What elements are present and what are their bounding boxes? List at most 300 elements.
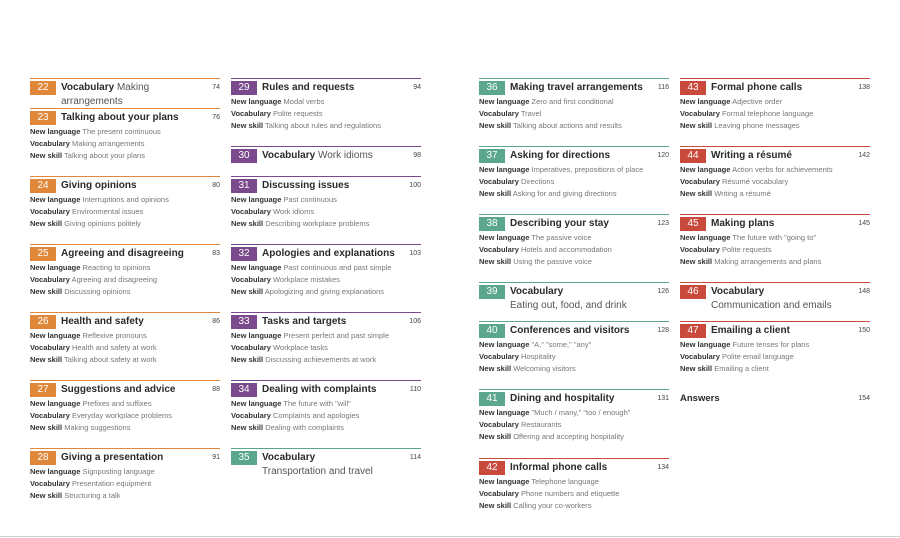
detail-label: New skill [231,355,264,364]
chapter-number-badge: 28 [30,451,56,465]
chapter-subtitle: Eating out, food, and drink [510,300,627,311]
detail-text: Apologizing and giving explanations [263,287,385,296]
toc-entry-41[interactable] [479,389,669,443]
detail-label: New skill [231,287,264,296]
detail-line [479,108,669,120]
detail-label: Vocabulary [30,275,70,284]
detail-text: Hospitality [518,352,556,361]
detail-text: Signposting language [80,467,155,476]
detail-text: "Much / many," "too / enough" [529,408,631,417]
detail-line [680,188,870,200]
detail-line [30,206,220,218]
chapter-title-text: Vocabulary [262,150,318,161]
chapter-title [510,149,653,163]
detail-line [30,478,220,490]
detail-label: New language [30,331,81,340]
page-number: 131 [657,395,669,402]
detail-text: Reacting to opinions [80,263,151,272]
detail-text: Writing a résumé [712,189,771,198]
chapter-title [510,392,653,406]
detail-label: New language [479,477,530,486]
detail-line [479,476,669,488]
detail-text: Dealing with complaints [263,423,344,432]
detail-label: New skill [479,257,512,266]
page-number: 88 [212,386,220,393]
detail-label: New language [30,263,81,272]
toc-entry-45[interactable] [680,214,870,268]
detail-label: Vocabulary [30,207,70,216]
detail-label: New skill [30,491,63,500]
page-number: 83 [212,250,220,257]
detail-line [479,407,669,419]
chapter-title [510,285,653,312]
chapter-number-badge: 34 [231,383,257,397]
detail-text: Present perfect and past simple [281,331,389,340]
chapter-title [61,247,208,261]
chapter-title-text: Formal phone calls [711,82,803,93]
chapter-title [510,461,653,475]
chapter-title [262,179,405,193]
page-number: 134 [657,464,669,471]
detail-line [231,342,421,354]
detail-line [30,218,220,230]
chapter-title [61,315,208,329]
chapter-subtitle: Transportation and travel [262,466,373,477]
detail-label: New language [479,97,530,106]
detail-label: New skill [30,219,63,228]
chapter-title-text: Agreeing and disagreeing [61,248,184,259]
chapter-number-badge: 36 [479,81,505,95]
detail-line [479,96,669,108]
entry-header [231,179,421,193]
detail-text: Interruptions and opinions [80,195,169,204]
entry-header [30,111,220,125]
detail-text: Résumé vocabulary [719,177,789,186]
toc-entry-46[interactable] [680,282,870,312]
entry-details [30,194,220,230]
detail-text: Structuring a talk [62,491,121,500]
page-number: 142 [858,152,870,159]
detail-label: Vocabulary [680,109,720,118]
toc-entry-37[interactable] [479,146,669,200]
toc-entry-38[interactable] [479,214,669,268]
detail-line [30,398,220,410]
detail-text: Talking about your plans [62,151,145,160]
detail-label: New language [680,340,731,349]
entry-header [479,217,669,231]
chapter-title-text: Informal phone calls [510,462,608,473]
page-number: 91 [212,454,220,461]
detail-text: The future with "will" [281,399,351,408]
chapter-subtitle: Work idioms [317,150,373,161]
chapter-title [510,324,653,338]
chapter-number-badge: 45 [680,217,706,231]
detail-line [30,138,220,150]
detail-label: New language [231,263,282,272]
toc-entry-29[interactable] [231,78,421,132]
detail-label: Vocabulary [231,411,271,420]
detail-line [680,108,870,120]
detail-text: Discussing achievements at work [263,355,377,364]
detail-text: The present continuous [80,127,161,136]
chapter-number-badge: 27 [30,383,56,397]
detail-text: Making suggestions [62,423,131,432]
detail-text: Adjective order [730,97,783,106]
chapter-title-text: Making plans [711,218,775,229]
page-number: 145 [858,220,870,227]
detail-label: Vocabulary [479,109,519,118]
answers-entry[interactable] [680,392,870,406]
detail-text: Leaving phone messages [712,121,800,130]
chapter-title-text: Giving a presentation [61,452,164,463]
detail-line [479,188,669,200]
detail-line [479,488,669,500]
detail-label: Vocabulary [479,352,519,361]
detail-line [30,274,220,286]
detail-line [479,244,669,256]
toc-entry-43[interactable] [680,78,870,132]
detail-text: Welcoming visitors [511,364,576,373]
toc-entry-32[interactable] [231,244,421,298]
detail-label: New language [231,399,282,408]
detail-label: New language [680,97,731,106]
detail-text: Phone numbers and etiquette [518,489,620,498]
entry-details [231,330,421,366]
detail-line [30,286,220,298]
detail-label: New skill [479,432,512,441]
detail-text: Zero and first conditional [529,97,614,106]
detail-line [231,422,421,434]
entry-details [479,96,669,132]
chapter-title-text: Apologies and explanations [262,248,395,259]
detail-text: Talking about actions and results [511,121,622,130]
chapter-number-badge: 39 [479,285,505,299]
entry-header [479,81,669,95]
detail-text: Talking about safety at work [62,355,157,364]
detail-line [231,120,421,132]
entry-header [479,392,669,406]
chapter-title [711,81,854,95]
detail-label: New language [479,233,530,242]
detail-text: Presentation equipment [69,479,152,488]
detail-text: Polite requests [270,109,323,118]
chapter-title [262,315,405,329]
toc-entry-25[interactable] [30,244,220,298]
detail-label: New language [30,195,81,204]
detail-line [231,108,421,120]
page-number: 116 [657,84,669,91]
toc-entry-34[interactable] [231,380,421,434]
chapter-title-text: Describing your stay [510,218,609,229]
detail-line [680,256,870,268]
detail-label: New language [680,233,731,242]
detail-line [30,194,220,206]
detail-label: New skill [479,121,512,130]
chapter-number-badge: 35 [231,451,257,465]
chapter-number-badge: 47 [680,324,706,338]
detail-line [680,339,870,351]
answers-page-number: 154 [858,395,870,402]
detail-line [30,490,220,502]
toc-entry-39[interactable] [479,282,669,312]
entry-header [231,451,421,478]
detail-line [30,422,220,434]
chapter-subtitle: Communication and emails [711,300,832,311]
entry-header [30,247,220,261]
detail-line [231,218,421,230]
toc-entry-27[interactable] [30,380,220,434]
entry-details [30,262,220,298]
chapter-title [711,149,854,163]
chapter-title [510,217,653,231]
page-number: 138 [858,84,870,91]
chapter-title-text: Vocabulary [262,452,316,463]
toc-entry-23[interactable] [30,108,220,162]
detail-line [680,244,870,256]
detail-text: Describing workplace problems [263,219,370,228]
detail-line [30,466,220,478]
detail-line [231,262,421,274]
chapter-number-badge: 46 [680,285,706,299]
detail-text: Future tenses for plans [730,340,810,349]
toc-entry-36[interactable] [479,78,669,132]
entry-details [680,96,870,132]
detail-label: New skill [479,501,512,510]
detail-text: Agreeing and disagreeing [69,275,158,284]
toc-entry-35[interactable] [231,448,421,478]
page-number: 120 [657,152,669,159]
detail-label: New language [231,195,282,204]
detail-line [479,256,669,268]
chapter-title-text: Asking for directions [510,150,611,161]
detail-text: Past continuous and past simple [281,263,392,272]
chapter-number-badge: 40 [479,324,505,338]
entry-details [30,466,220,502]
page-number: 110 [409,386,421,393]
chapter-title-text: Vocabulary [510,286,564,297]
detail-label: Vocabulary [30,139,70,148]
detail-label: Vocabulary [680,177,720,186]
detail-line [231,206,421,218]
detail-label: Vocabulary [231,109,271,118]
detail-label: New skill [680,121,713,130]
detail-label: Vocabulary [479,177,519,186]
detail-text: Directions [518,177,555,186]
detail-line [479,339,669,351]
toc-entry-22[interactable] [30,78,220,109]
detail-text: Work idioms [270,207,315,216]
chapter-title-text: Vocabulary [711,286,765,297]
detail-label: Vocabulary [30,343,70,352]
detail-line [231,354,421,366]
chapter-title [262,81,409,95]
detail-line [479,500,669,512]
entry-details [231,96,421,132]
entry-header [231,149,421,163]
entry-details [30,126,220,162]
chapter-title-text: Writing a résumé [711,150,792,161]
detail-label: New skill [479,189,512,198]
detail-label: Vocabulary [231,275,271,284]
detail-label: Vocabulary [479,245,519,254]
page-number: 74 [212,84,220,91]
detail-label: Vocabulary [680,352,720,361]
page-number: 148 [858,288,870,295]
toc-entry-47[interactable] [680,321,870,375]
detail-line [30,126,220,138]
detail-text: Polite requests [719,245,772,254]
detail-line [680,96,870,108]
chapter-title-text: Suggestions and advice [61,384,176,395]
page-number: 100 [409,182,421,189]
chapter-title-text: Vocabulary [61,82,117,93]
chapter-number-badge: 32 [231,247,257,261]
detail-label: New skill [680,257,713,266]
detail-line [479,120,669,132]
entry-header [30,451,220,465]
detail-text: Talking about rules and regulations [263,121,381,130]
chapter-title [61,81,208,109]
detail-text: Making arrangements [69,139,145,148]
chapter-number-badge: 25 [30,247,56,261]
toc-entry-33[interactable] [231,312,421,366]
entry-details [479,476,669,512]
toc-entry-28[interactable] [30,448,220,502]
answers-title: Answers [680,393,720,404]
detail-label: New language [680,165,731,174]
chapter-title [262,247,405,261]
toc-entry-42[interactable] [479,458,669,512]
detail-text: Hotels and accommodation [518,245,612,254]
entry-details [479,164,669,200]
chapter-number-badge: 30 [231,149,257,163]
detail-line [231,274,421,286]
detail-label: New language [479,165,530,174]
detail-line [231,330,421,342]
detail-text: Formal telephone language [719,109,814,118]
chapter-title [711,217,854,231]
page-number: 98 [413,152,421,159]
detail-line [479,176,669,188]
detail-label: New language [479,340,530,349]
page-number: 123 [657,220,669,227]
detail-label: New skill [479,364,512,373]
chapter-title-text: Dining and hospitality [510,393,615,404]
detail-text: Offering and accepting hospitality [511,432,624,441]
chapter-number-badge: 44 [680,149,706,163]
chapter-title-text: Dealing with complaints [262,384,377,395]
detail-label: Vocabulary [30,411,70,420]
detail-text: Making arrangements and plans [712,257,822,266]
page-number: 76 [212,114,220,121]
chapter-title-text: Tasks and targets [262,316,347,327]
entry-header [680,324,870,338]
page-number: 94 [413,84,421,91]
entry-details [30,398,220,434]
detail-line [479,164,669,176]
chapter-number-badge: 29 [231,81,257,95]
detail-label: New skill [30,151,63,160]
toc-entry-44[interactable] [680,146,870,200]
detail-label: Vocabulary [231,343,271,352]
chapter-title [262,451,406,478]
detail-label: New language [30,467,81,476]
detail-label: New skill [231,423,264,432]
detail-line [680,164,870,176]
detail-line [479,232,669,244]
detail-label: New skill [30,287,63,296]
detail-text: Discussing opinions [62,287,131,296]
chapter-number-badge: 31 [231,179,257,193]
chapter-title [61,383,208,397]
detail-text: The passive voice [529,233,592,242]
toc-entry-31[interactable] [231,176,421,230]
detail-line [231,96,421,108]
chapter-title [61,111,208,125]
detail-line [680,363,870,375]
chapter-title [262,149,409,163]
entry-header [30,315,220,329]
toc-entry-26[interactable] [30,312,220,366]
detail-text: Using the passive voice [511,257,592,266]
detail-label: New skill [680,364,713,373]
chapter-number-badge: 26 [30,315,56,329]
detail-line [479,363,669,375]
toc-entry-30[interactable] [231,146,421,163]
detail-line [680,351,870,363]
chapter-number-badge: 43 [680,81,706,95]
chapter-title [61,451,208,465]
detail-text: Emailing a client [712,364,769,373]
detail-text: Past continuous [281,195,337,204]
detail-line [479,431,669,443]
detail-text: Calling your co-workers [511,501,592,510]
entry-details [680,339,870,375]
detail-text: Reflexive pronouns [80,331,147,340]
detail-label: Vocabulary [30,479,70,488]
detail-label: Vocabulary [680,245,720,254]
chapter-number-badge: 22 [30,81,56,95]
detail-label: New skill [680,189,713,198]
entry-details [231,398,421,434]
chapter-number-badge: 23 [30,111,56,125]
chapter-number-badge: 38 [479,217,505,231]
detail-line [680,232,870,244]
detail-text: Telephone language [529,477,599,486]
toc-entry-24[interactable] [30,176,220,230]
detail-label: New language [231,331,282,340]
toc-entry-40[interactable] [479,321,669,375]
entry-header [30,179,220,193]
detail-label: New skill [231,219,264,228]
detail-line [231,410,421,422]
entry-details [231,262,421,298]
detail-label: New language [479,408,530,417]
page-number: 114 [409,454,421,461]
chapter-title-text: Rules and requests [262,82,355,93]
chapter-title-text: Giving opinions [61,180,137,191]
entry-header [680,149,870,163]
chapter-title-text: Conferences and visitors [510,325,630,336]
detail-line [680,120,870,132]
chapter-title-text: Discussing issues [262,180,350,191]
chapter-title [510,81,654,95]
entry-header [479,324,669,338]
entry-header [30,81,220,109]
detail-line [30,262,220,274]
detail-line [30,342,220,354]
entry-details [680,232,870,268]
